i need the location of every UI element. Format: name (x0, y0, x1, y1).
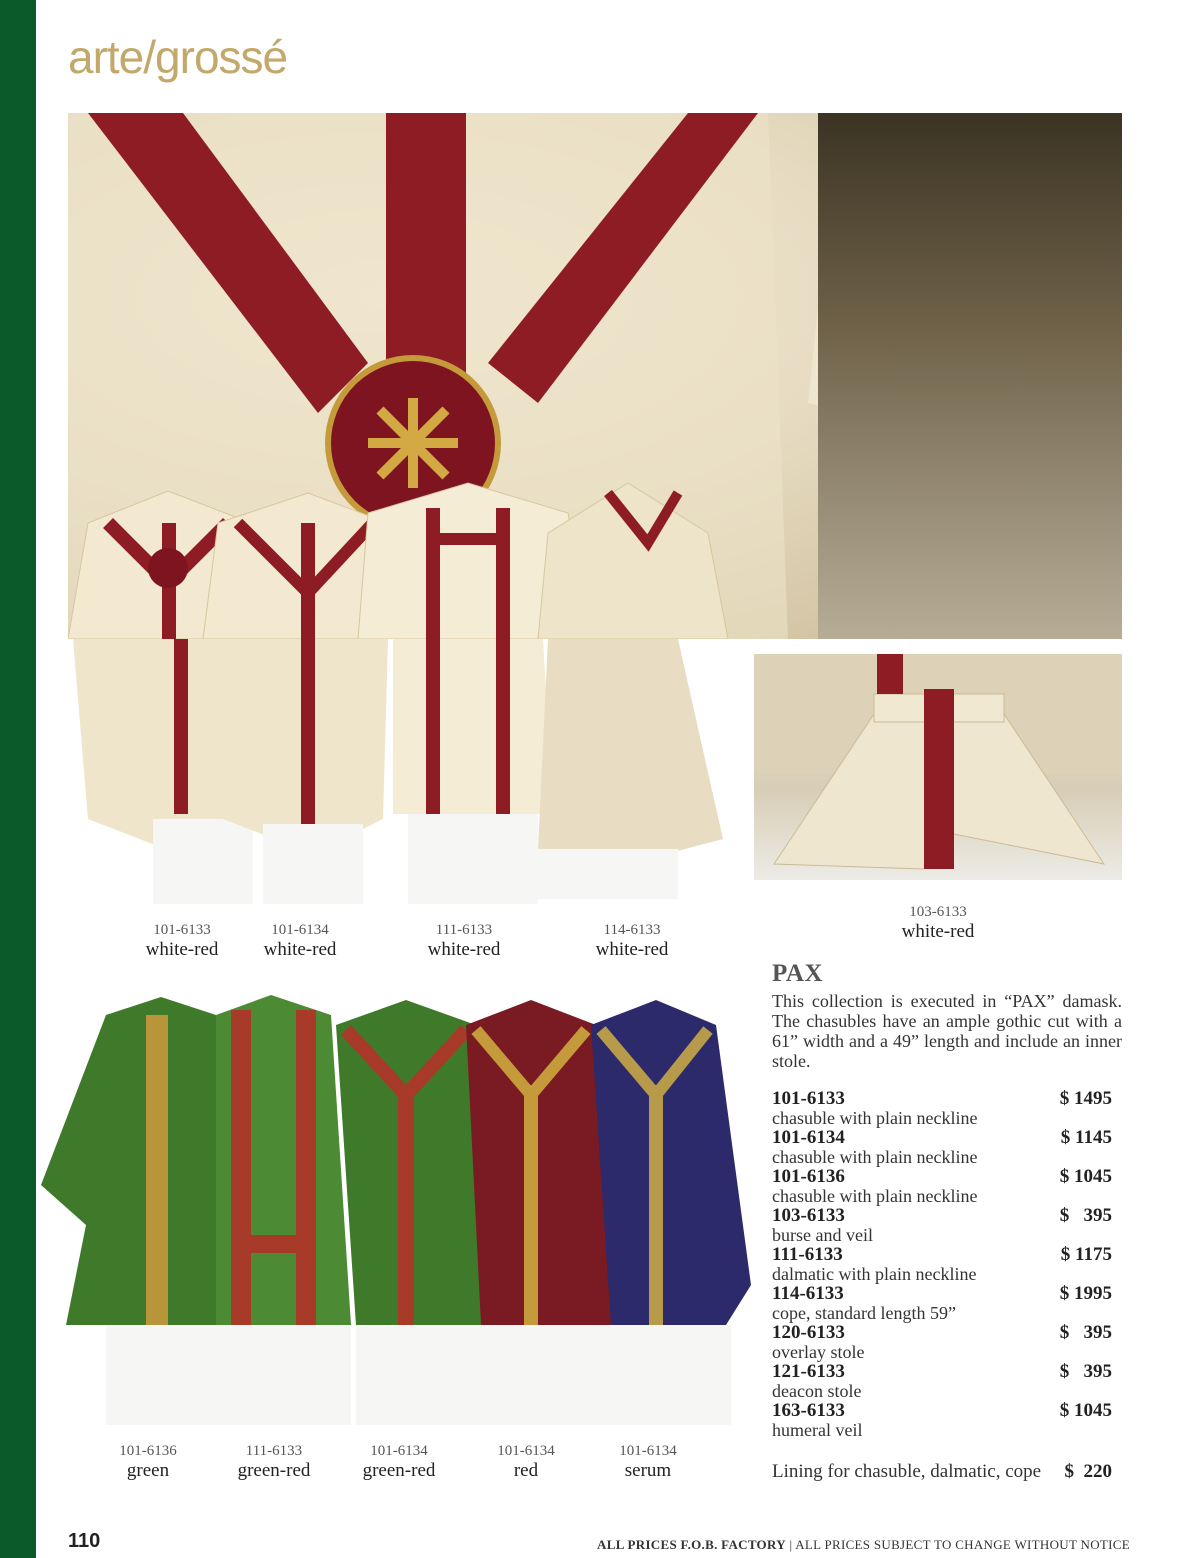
caption-color: serum (624, 1460, 672, 1482)
church-background (818, 113, 1122, 639)
item-description: chasuble with plain neckline (772, 1108, 978, 1128)
item-price: $ 395 (1059, 1322, 1112, 1343)
caption-101-6134-red (456, 1443, 596, 1482)
caption-color: green-red (362, 1460, 436, 1482)
burse-veil-photo (754, 654, 1122, 880)
caption-code: 101-6133 (153, 922, 211, 938)
caption-code: 101-6134 (370, 1443, 428, 1459)
burse-illustration (754, 654, 1122, 880)
price-item (772, 1401, 1112, 1440)
caption-color: white-red (595, 939, 669, 961)
lining-amount: $ 220 (1064, 1461, 1112, 1482)
price-item (772, 1089, 1112, 1128)
side-accent-bar (0, 0, 36, 1558)
caption-111-6133-green (204, 1443, 344, 1482)
caption-111-6133 (394, 922, 534, 961)
item-price: $ 1045 (1059, 1166, 1112, 1187)
item-description: humeral veil (772, 1420, 863, 1440)
colored-vestments-photo (36, 985, 756, 1435)
lining-price (772, 1461, 1112, 1483)
caption-code: 114-6133 (603, 922, 661, 938)
footer-notice (597, 1537, 1130, 1553)
caption-101-6136 (78, 1443, 218, 1482)
caption-code: 103-6133 (909, 904, 967, 920)
price-item (772, 1167, 1112, 1206)
item-description: dalmatic with plain neckline (772, 1264, 977, 1284)
vestment-101-6134-serum (591, 1000, 751, 1425)
item-code: 111-6133 (772, 1244, 843, 1265)
item-description: burse and veil (772, 1225, 873, 1245)
caption-101-6134-serum (578, 1443, 718, 1482)
caption-color: white-red (901, 921, 975, 943)
item-code: 121-6133 (772, 1361, 845, 1382)
price-item (772, 1323, 1112, 1362)
caption-color: red (513, 1460, 539, 1482)
footer-change-notice: ALL PRICES SUBJECT TO CHANGE WITHOUT NOTICE (795, 1537, 1130, 1552)
collection-title: PAX (772, 960, 824, 987)
price-item (772, 1128, 1112, 1167)
item-price: $ 395 (1059, 1361, 1112, 1382)
item-code: 163-6133 (772, 1400, 845, 1421)
item-description: overlay stole (772, 1342, 865, 1362)
price-item (772, 1206, 1112, 1245)
caption-code: 101-6134 (497, 1443, 555, 1459)
caption-color: white-red (263, 939, 337, 961)
item-description: deacon stole (772, 1381, 862, 1401)
price-item (772, 1284, 1112, 1323)
caption-code: 101-6136 (119, 1443, 177, 1459)
price-list (772, 1089, 1112, 1440)
item-price: $ 1045 (1059, 1400, 1112, 1421)
item-code: 120-6133 (772, 1322, 845, 1343)
item-code: 103-6133 (772, 1205, 845, 1226)
footer-fob: ALL PRICES F.O.B. FACTORY (597, 1537, 786, 1552)
caption-code: 101-6134 (271, 922, 329, 938)
main-product-photo (68, 113, 1122, 639)
caption-color: green-red (237, 1460, 311, 1482)
item-price: $ 1145 (1060, 1127, 1112, 1148)
caption-code: 101-6134 (619, 1443, 677, 1459)
item-description: chasuble with plain neckline (772, 1147, 978, 1167)
item-price: $ 1995 (1059, 1283, 1112, 1304)
item-price: $ 395 (1059, 1205, 1112, 1226)
brand-logo: arte/grossé (68, 31, 288, 83)
item-description: cope, standard length 59” (772, 1303, 956, 1323)
caption-114-6133 (562, 922, 702, 961)
page-number: 110 (68, 1530, 101, 1552)
colored-vestments-illustration (36, 985, 756, 1435)
item-code: 101-6134 (772, 1127, 845, 1148)
caption-101-6134 (230, 922, 370, 961)
vestments-lower-illustration (68, 639, 748, 909)
caption-code: 111-6133 (245, 1443, 303, 1459)
footer-separator: | (789, 1537, 793, 1552)
item-price: $ 1495 (1059, 1088, 1112, 1109)
caption-color: white-red (427, 939, 501, 961)
item-description: chasuble with plain neckline (772, 1186, 978, 1206)
price-item (772, 1245, 1112, 1284)
item-code: 114-6133 (772, 1283, 844, 1304)
vestment-111-6133-green (216, 995, 351, 1425)
caption-code: 111-6133 (435, 922, 493, 938)
lining-label: Lining for chasuble, dalmatic, cope (772, 1461, 1042, 1482)
item-code: 101-6133 (772, 1088, 845, 1109)
caption-color: white-red (145, 939, 219, 961)
caption-103-6133 (868, 904, 1008, 943)
item-code: 101-6136 (772, 1166, 845, 1187)
caption-color: green (126, 1460, 170, 1482)
collection-description: This collection is executed in “PAX” damask. The chasubles have an ample gothic cut with a 61” width and a 49” length and include an inner stole. (772, 991, 1122, 1071)
price-item (772, 1362, 1112, 1401)
item-price: $ 1175 (1060, 1244, 1112, 1265)
caption-101-6134-green (329, 1443, 469, 1482)
